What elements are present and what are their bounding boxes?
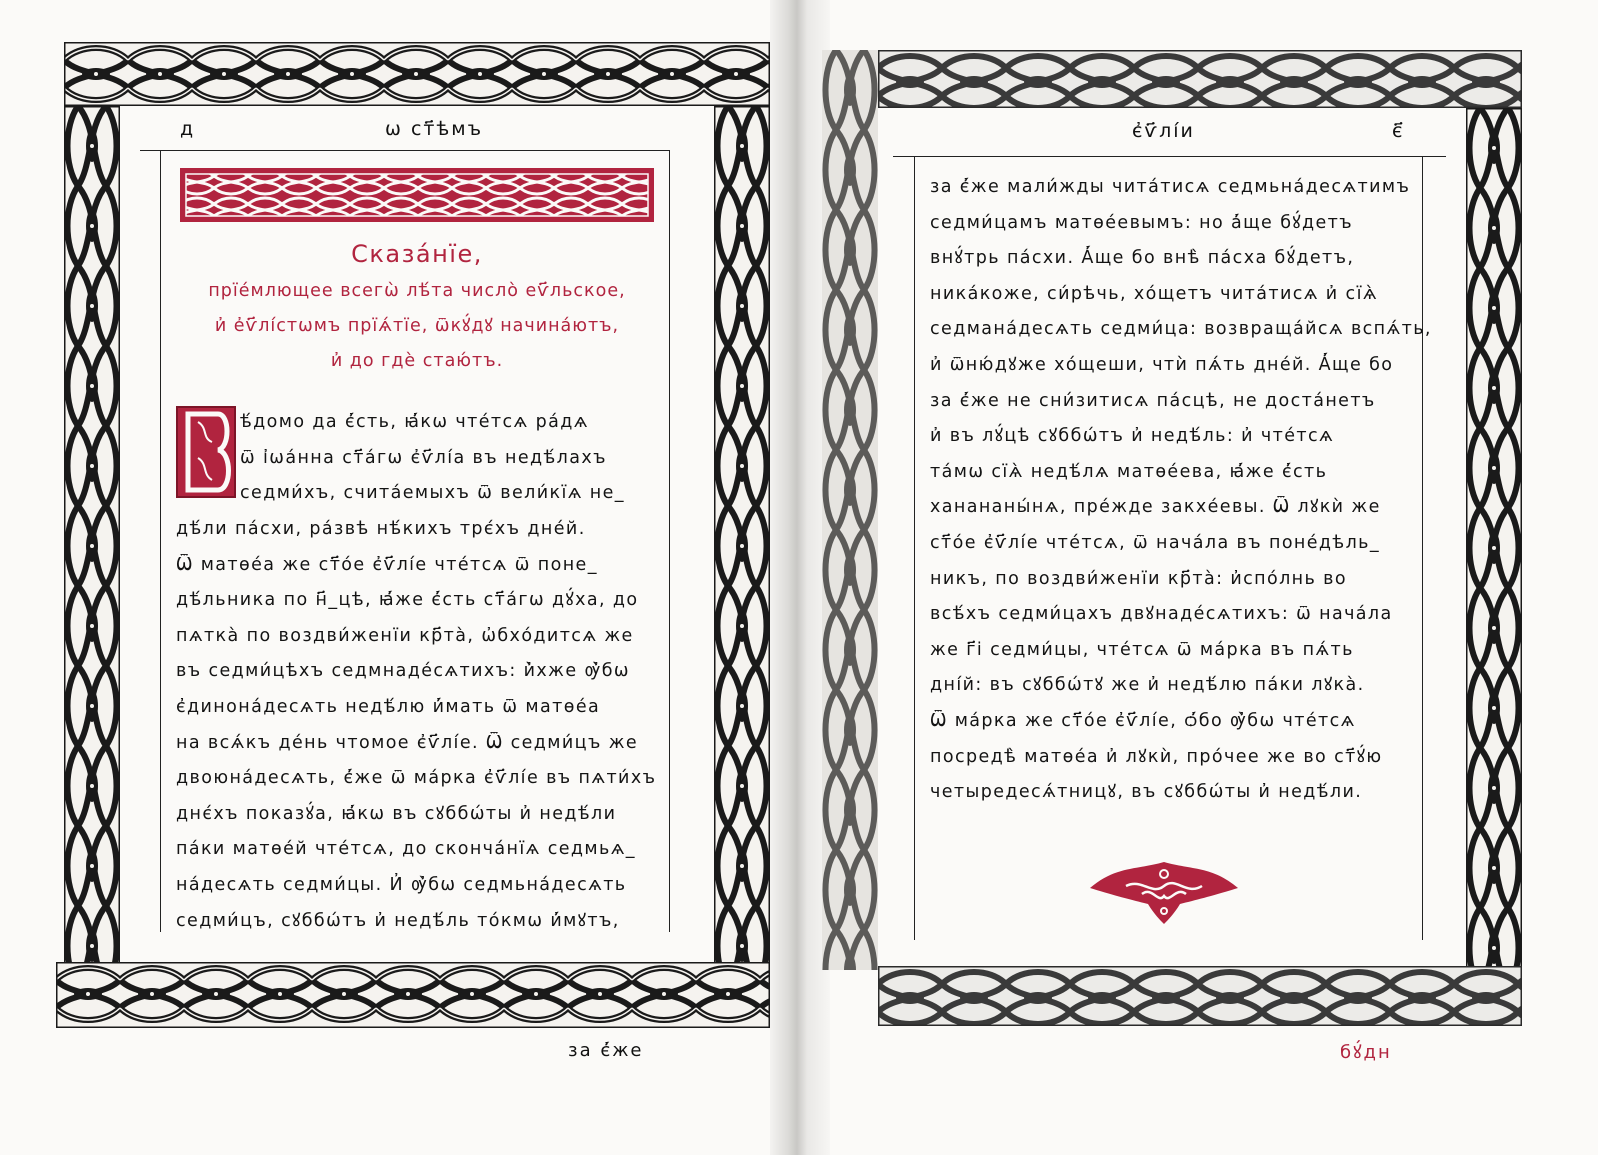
body-line: ѿ і҆ѡа́нна ст҃а́гѡ є҆ѵ҃лі́а въ недѣ́лахъ <box>240 447 607 468</box>
left-header-rule <box>140 150 670 151</box>
body-line: же г҃і седми́цы, чте́тсѧ ѿ ма́рка въ пѧ́ть <box>930 639 1354 660</box>
body-line: за є҆́же мали́жды чита́тисѧ седмьна́десѧтимъ <box>930 177 1411 197</box>
body-line: седми́цамъ матѳе́евымъ: но а҆́ще бꙋ́детъ <box>930 212 1354 233</box>
left-running-title: ѡ ст҃ѣмъ <box>385 118 483 140</box>
body-line: за є҆́же не сни́зитисѧ па́сцѣ, не доста́нетъ <box>930 390 1376 411</box>
body-line: двоюна́десѧть, є҆́же ѿ ма́рка є҆ѵ҃лі́е въ пѧти́хъ <box>176 768 657 789</box>
body-line: и҆ въ лꙋ́цѣ сꙋббѡ́тъ и҆ недѣ́ль: и҆ чте́тсѧ <box>930 426 1335 447</box>
right-header-rule <box>893 156 1446 157</box>
ornament-border-bottom-left <box>56 962 770 1028</box>
drop-cap-initial <box>176 406 236 498</box>
body-line: є҆динона́десѧть недѣ́лю и҆́мать ѿ матѳе́а <box>176 696 601 717</box>
chapter-title: Сказа́нїе, <box>351 240 483 268</box>
left-page-number: д <box>180 118 196 140</box>
right-body-text <box>930 170 1432 811</box>
body-line: ника́коже, си́рѣчь, хо́щетъ чита́тисѧ и҆ сїѧ̀ <box>930 283 1378 304</box>
body-line: и҆ ѿню́дꙋже хо́щеши, чтѝ пѧ́ть дне́й. А҆́ще бо <box>930 354 1394 375</box>
left-body-text <box>176 512 657 939</box>
right-side-rule-right <box>1422 156 1423 940</box>
left-body-text-wrapped <box>240 405 652 512</box>
body-line: въ седми́цѣхъ седмнаде́сѧтихъ: и҆̀хже ѹ҆̀бѡ <box>176 661 630 682</box>
right-side-rule <box>914 156 915 940</box>
right-catchword: бꙋ́дн <box>1340 1042 1392 1063</box>
body-line: ст҃о́е є҆ѵ҃лі́е чте́тсѧ, ѿ нача́ла въ поне́дѣль_ <box>930 532 1381 553</box>
body-line: па́ки матѳе́й чте́тсѧ, до сконча́нїѧ седмьѧ_ <box>176 839 636 860</box>
body-line: ханананы́нѧ, пре́жде закхе́евы. Ѿ лꙋкѝ же <box>930 497 1381 518</box>
left-side-rule <box>160 150 161 932</box>
body-line: Ѿ матѳе́а же ст҃о́е є҆ѵ҃лі́е чте́тсѧ ѿ поне_ <box>176 554 598 575</box>
body-line: дѣ́ли па́схи, ра́звѣ нѣ́кихъ трє́хъ дне́й. <box>176 519 586 539</box>
red-headpiece-ornament <box>180 168 654 222</box>
ornament-border-right-inner <box>822 50 878 970</box>
body-line: на всѧ́къ де́нь чтомое є҆ѵ҃лі́е. Ѿ седми́цъ же <box>176 732 639 753</box>
ornament-border-top-left <box>64 42 770 106</box>
red-tailpiece-ornament <box>1086 856 1242 926</box>
right-page-number: є҃ <box>1392 120 1405 142</box>
body-line: дні́й: въ сꙋббѡ́тꙋ же и҆ недѣ́лю па́ки лꙋка̀. <box>930 675 1365 696</box>
chapter-subtitle-line-2: и҆ е҆ѵ҃лі́стѡмъ прїѧ́тїе, ѿкꙋ́дꙋ начина́ютъ, <box>214 316 620 336</box>
chapter-subtitle-line-3: и҆ до гдѐ стаю́тъ. <box>330 351 504 371</box>
body-line: пѧткà по воздви́женїи кр҃та̀, ѡ҆бхо́дитсѧ же <box>176 625 634 646</box>
ornament-border-left-outer <box>64 106 120 966</box>
body-line: ѣ́домо да є҆́сть, ꙗ҆́кѡ чте́тсѧ ра́дѧ <box>240 412 589 432</box>
body-line: днє́хъ показꙋ́а, ꙗ҆́кѡ въ сꙋббѡ́ты и҆ недѣ́ли <box>176 803 617 824</box>
body-line: никъ, по воздви́женїи кр҃та̀: и҆спо́лнь во <box>930 568 1347 589</box>
ornament-border-top-right <box>878 50 1522 108</box>
chapter-heading <box>180 234 654 379</box>
body-line: посредѣ̀ матѳе́а и҆ лꙋкѝ, про́чее же во ст҃ꙋ́ю <box>930 746 1383 767</box>
body-line: дѣ́льника по н҃_цѣ, ꙗ҆́же є҆́сть ст҃а́гѡ дꙋ́ха, до <box>176 590 639 611</box>
ornament-border-left-inner <box>714 106 770 966</box>
ornament-border-bottom-right <box>878 966 1522 1026</box>
chapter-subtitle-line-1: прїе́млющее всегѡ̀ лѣ́та число̀ еѵ҃льское, <box>208 281 626 301</box>
body-line: всѣ́хъ седми́цахъ двꙋнаде́сѧтихъ: ѿ нача́ла <box>930 604 1393 625</box>
ornament-border-right-outer <box>1466 108 1522 970</box>
left-side-rule-right <box>669 150 670 932</box>
left-catchword: за є҆́же <box>568 1040 644 1061</box>
body-line: четыредесѧ́тницꙋ, въ сꙋббѡ́ты и҆ недѣ́ли. <box>930 782 1363 803</box>
body-line: седмана́десѧть седми́ца: возвраща́йсѧ вспѧ́ть, <box>930 319 1432 340</box>
body-line: седми́цъ, сꙋббѡ́тъ и҆ недѣ́ль то́кмѡ и҆́мꙋтъ, <box>176 910 620 931</box>
body-line: та́мѡ сїѧ̀ недѣ́лѧ матѳе́ева, ꙗ҆́же є҆́сть <box>930 461 1328 482</box>
right-running-title: є҆ѵ҃лі́и <box>1132 120 1195 142</box>
body-line: Ѿ ма́рка же ст҃о́е є҆ѵ҃лі́е, ѻ҆́бо ѹ҆̀бѡ чте́тсѧ <box>930 710 1356 731</box>
body-line: внꙋ́трь па́схи. А҆́ще бо внѣ̀ па́сха бꙋ́детъ, <box>930 248 1355 269</box>
body-line: на́десѧть седми́цы. И҆ ѹ҆̀бѡ седмьна́десѧть <box>176 874 627 895</box>
body-line: седми́хъ, счита́емыхъ ѿ вели́кїѧ не_ <box>240 483 625 504</box>
book-gutter <box>770 0 830 1155</box>
